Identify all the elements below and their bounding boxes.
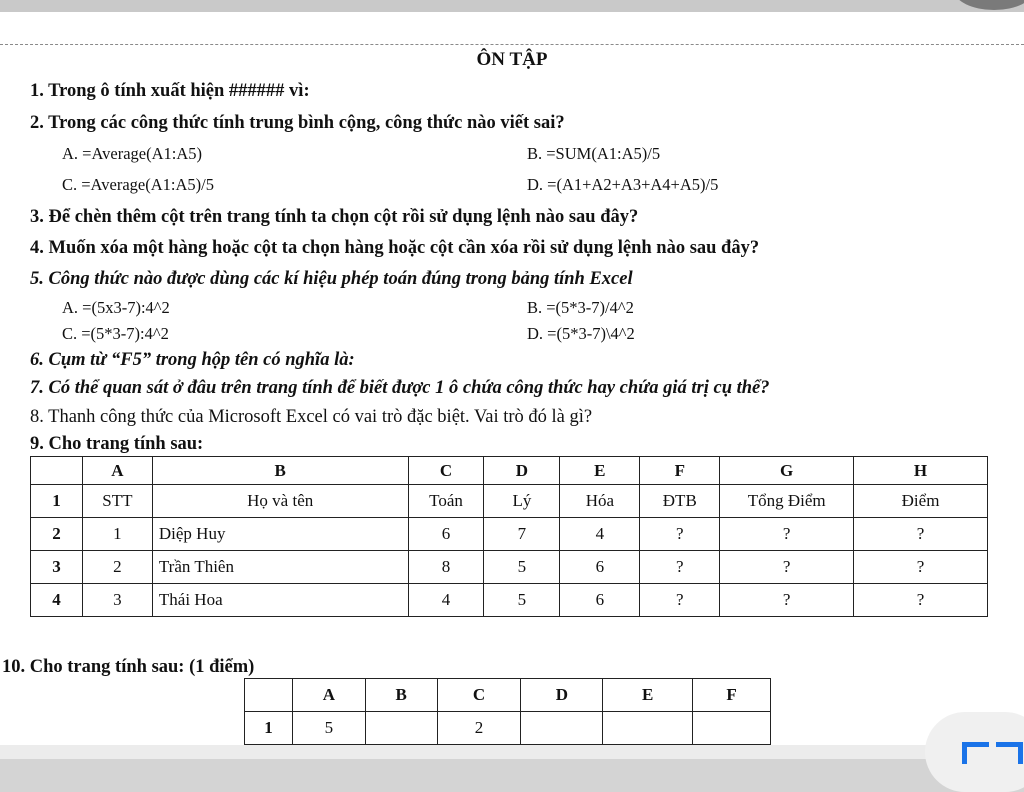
question-2: 2. Trong các công thức tính trung bình cộng, công thức nào viết sai? — [30, 113, 565, 133]
column-header: E — [603, 679, 693, 712]
table-cell: 4 — [560, 518, 640, 551]
column-header: A — [82, 457, 152, 485]
column-header: C — [408, 457, 484, 485]
table-cell — [521, 712, 603, 745]
table-cell: Hóa — [560, 485, 640, 518]
spreadsheet-q9 — [30, 456, 988, 617]
table-cell: ? — [720, 518, 854, 551]
column-header: F — [640, 457, 720, 485]
column-header-row — [245, 679, 771, 712]
row-header: 1 — [245, 712, 293, 745]
table-cell: 6 — [560, 551, 640, 584]
page-title: ÔN TẬP — [476, 49, 548, 70]
question-9: 9. Cho trang tính sau: — [30, 434, 204, 454]
question-5-option-a: A. =(5x3-7):4^2 — [62, 298, 170, 317]
window-top-bar — [0, 0, 1024, 12]
column-header: E — [560, 457, 640, 485]
table-cell: Diệp Huy — [152, 518, 408, 551]
table-cell: Trần Thiên — [152, 551, 408, 584]
corner-cell — [31, 457, 83, 485]
table-cell: Tổng Điểm — [720, 485, 854, 518]
row-header: 2 — [31, 518, 83, 551]
table-cell: ? — [640, 551, 720, 584]
table-cell — [603, 712, 693, 745]
table-cell: 5 — [484, 584, 560, 617]
table-cell: ? — [854, 518, 988, 551]
table-cell: Thái Hoa — [152, 584, 408, 617]
question-4: 4. Muốn xóa một hàng hoặc cột ta chọn hàng hoặc cột cần xóa rồi sử dụng lệnh nào sau đây? — [30, 238, 760, 258]
row-header: 1 — [31, 485, 83, 518]
table-cell — [365, 712, 437, 745]
table-cell: ? — [720, 584, 854, 617]
table-cell: 2 — [82, 551, 152, 584]
column-header-row — [31, 457, 988, 485]
question-5-option-b: B. =(5*3-7)/4^2 — [527, 298, 634, 317]
table-cell: STT — [82, 485, 152, 518]
table-cell: ĐTB — [640, 485, 720, 518]
question-1: 1. Trong ô tính xuất hiện ###### vì: — [30, 81, 310, 101]
question-2-option-b: B. =SUM(A1:A5)/5 — [527, 144, 661, 163]
table-cell: 7 — [484, 518, 560, 551]
table-row — [31, 518, 988, 551]
question-3: 3. Để chèn thêm cột trên trang tính ta chọn cột rồi sử dụng lệnh nào sau đây? — [30, 207, 639, 227]
column-header: C — [437, 679, 521, 712]
bottom-strip — [0, 745, 1024, 759]
column-header: G — [720, 457, 854, 485]
question-10: 10. Cho trang tính sau: (1 điểm) — [2, 657, 255, 677]
expand-corner-left-icon[interactable] — [962, 742, 989, 764]
table-cell: ? — [854, 551, 988, 584]
table-cell — [693, 712, 771, 745]
question-5: 5. Công thức nào được dùng các kí hiệu phép toán đúng trong bảng tính Excel — [30, 269, 633, 289]
table-cell: Điểm — [854, 485, 988, 518]
table-cell: 3 — [82, 584, 152, 617]
question-2-option-a: A. =Average(A1:A5) — [62, 144, 203, 163]
row-header: 3 — [31, 551, 83, 584]
table-row — [31, 584, 988, 617]
table-cell: ? — [720, 551, 854, 584]
question-7: 7. Có thể quan sát ở đâu trên trang tính để biết được 1 ô chứa công thức hay chứa giá trị cụ thể? — [30, 378, 770, 398]
question-2-option-d: D. =(A1+A2+A3+A4+A5)/5 — [527, 175, 719, 194]
expand-corner-right-icon[interactable] — [996, 742, 1023, 764]
table-cell: ? — [640, 518, 720, 551]
table-cell: 6 — [560, 584, 640, 617]
column-header: D — [484, 457, 560, 485]
table-cell: 5 — [484, 551, 560, 584]
dashed-divider — [0, 44, 1024, 45]
column-header: H — [854, 457, 988, 485]
table-row — [31, 485, 988, 518]
question-2-option-c: C. =Average(A1:A5)/5 — [62, 175, 214, 194]
table-cell: 4 — [408, 584, 484, 617]
table-cell: 5 — [292, 712, 365, 745]
table-cell: 2 — [437, 712, 521, 745]
table-cell: 6 — [408, 518, 484, 551]
question-5-option-d: D. =(5*3-7)\4^2 — [527, 324, 635, 343]
table-cell: Họ và tên — [152, 485, 408, 518]
table-cell: Toán — [408, 485, 484, 518]
question-5-option-c: C. =(5*3-7):4^2 — [62, 324, 169, 343]
question-8: 8. Thanh công thức của Microsoft Excel có vai trò đặc biệt. Vai trò đó là gì? — [30, 407, 593, 427]
table-cell: 8 — [408, 551, 484, 584]
table-cell: ? — [640, 584, 720, 617]
column-header: B — [152, 457, 408, 485]
row-header: 4 — [31, 584, 83, 617]
table-row — [31, 551, 988, 584]
column-header: F — [693, 679, 771, 712]
table-cell: ? — [854, 584, 988, 617]
corner-cell — [245, 679, 293, 712]
table-cell: Lý — [484, 485, 560, 518]
column-header: D — [521, 679, 603, 712]
table-cell: 1 — [82, 518, 152, 551]
column-header: B — [365, 679, 437, 712]
column-header: A — [292, 679, 365, 712]
question-6: 6. Cụm từ “F5” trong hộp tên có nghĩa là: — [30, 350, 355, 370]
spreadsheet-q10 — [244, 678, 771, 745]
table-row — [245, 712, 771, 745]
